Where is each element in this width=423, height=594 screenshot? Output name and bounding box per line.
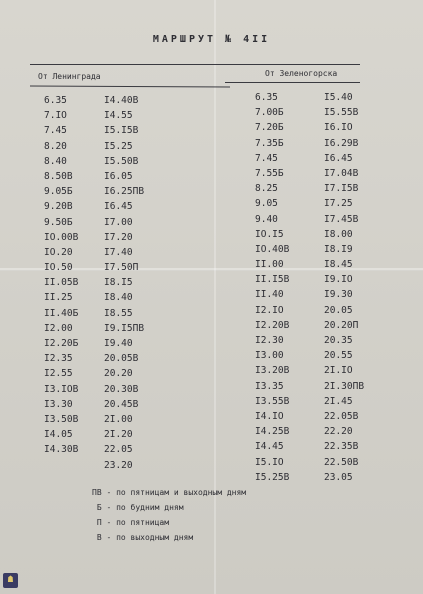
departure-time: II.05В — [44, 277, 79, 289]
departure-time: 9.20В — [44, 201, 73, 213]
departure-time: I9.30 — [324, 289, 353, 301]
departure-time: I5.25В — [255, 471, 290, 483]
departure-time: II.40Б — [44, 307, 79, 319]
departure-time: I8.I5 — [104, 277, 133, 289]
departure-time: I2.55 — [44, 368, 73, 380]
departure-time: 9.50Б — [44, 216, 73, 228]
departure-time: I4.55 — [104, 110, 133, 122]
departure-time: I5.25 — [104, 140, 133, 152]
departure-time: I2.00 — [44, 322, 73, 334]
departure-time: 8.20 — [44, 140, 67, 152]
departure-time: I3.50В — [44, 413, 79, 425]
departure-time: IO.40В — [255, 243, 290, 255]
departure-time: I8.45 — [324, 259, 353, 271]
departure-time: IO.50 — [44, 262, 73, 274]
departure-time: I7.25 — [324, 198, 353, 210]
departure-time: 9.05Б — [44, 186, 73, 198]
departure-time: I4.40В — [104, 95, 139, 106]
departure-time: I9.I5ПВ — [104, 322, 145, 334]
schedule-column-right-2 — [324, 90, 364, 485]
departure-time: 2I.20 — [104, 429, 133, 441]
schedule-column-right-1 — [255, 90, 289, 485]
departure-time: 20.05В — [104, 353, 139, 365]
departure-time: 22.35В — [324, 441, 359, 453]
departure-time: I2.35 — [44, 353, 73, 365]
departure-time: 8.25 — [255, 183, 278, 195]
departure-time: I7.00 — [104, 216, 133, 228]
departure-time: I7.I5В — [324, 183, 359, 195]
departure-time: I6.29В — [324, 137, 359, 149]
route-title: МАРШРУТ № 4II — [152, 34, 271, 45]
departure-time: I9.40 — [104, 338, 133, 349]
departure-time: I7.50П — [104, 262, 139, 274]
departure-time: IO.20 — [44, 246, 73, 258]
departure-time: I2.30 — [255, 335, 284, 346]
departure-time: I7.20 — [104, 231, 133, 243]
departure-time: 8.50В — [44, 170, 73, 182]
departure-time: 20.35 — [324, 335, 353, 346]
departure-time: II.00 — [255, 259, 284, 271]
departure-time: 22.05В — [324, 410, 359, 422]
departure-time: 22.50В — [324, 456, 359, 468]
departure-time: 20.20П — [324, 319, 359, 331]
departure-time: 20.20 — [104, 368, 133, 380]
departure-time: 23.05 — [324, 471, 353, 483]
departure-time: 22.05 — [104, 444, 133, 456]
departure-time: I5.50В — [104, 155, 139, 167]
legend-item-b: Б - по будним дням — [92, 503, 184, 512]
departure-time: 23.20 — [104, 459, 133, 471]
departure-time: I6.45 — [104, 201, 133, 213]
departure-time: 20.05 — [324, 304, 353, 316]
departure-time: 20.30В — [104, 383, 139, 395]
departure-time: I9.IO — [324, 274, 353, 286]
departure-time: I6.05 — [104, 170, 133, 182]
departure-time: 2I.45 — [324, 395, 353, 407]
departure-time: 7.55Б — [255, 167, 284, 179]
corner-badge-icon: ☗ — [3, 573, 18, 588]
departure-time: II.25 — [44, 292, 73, 304]
departure-time: I5.55В — [324, 107, 359, 119]
departure-time: I2.20Б — [44, 338, 79, 349]
header-from-leningrad: От Ленинграда — [38, 72, 101, 81]
departure-time: I3.20В — [255, 365, 290, 377]
departure-time: 20.55 — [324, 350, 353, 362]
departure-time: I8.00 — [324, 228, 353, 240]
legend-item-pv: ПВ - по пятницам и выходным дням — [92, 488, 247, 497]
departure-time: II.40 — [255, 289, 284, 301]
departure-time: 2I.30ПВ — [324, 380, 365, 392]
departure-time: I3.30 — [44, 398, 73, 410]
departure-time: I5.I5В — [104, 125, 139, 137]
departure-time: I8.I9 — [324, 243, 353, 255]
departure-time: 7.IO — [44, 110, 67, 122]
departure-time: 7.45 — [255, 152, 278, 164]
departure-time: 2I.IO — [324, 365, 353, 377]
departure-time: I4.45 — [255, 441, 284, 453]
header-from-zelenogorsk: От Зеленогорска — [265, 69, 338, 78]
departure-time: I3.IOВ — [44, 383, 79, 395]
departure-time: I3.35 — [255, 380, 284, 392]
departure-time: I4.25В — [255, 426, 290, 438]
schedule-column-left-1 — [44, 93, 78, 458]
departure-time: I2.IO — [255, 304, 284, 316]
departure-time: IO.00В — [44, 231, 79, 243]
departure-time: I3.55В — [255, 395, 290, 407]
header-rule-top — [30, 64, 360, 65]
departure-time: 22.20 — [324, 426, 353, 438]
departure-time: 9.05 — [255, 198, 278, 210]
departure-time: 2I.00 — [104, 413, 133, 425]
legend-item-v: В - по выходным дням — [92, 533, 194, 542]
departure-time: I7.04В — [324, 167, 359, 179]
departure-time: I5.40 — [324, 92, 353, 103]
schedule-column-left-2 — [104, 93, 144, 473]
departure-time: 8.40 — [44, 155, 67, 167]
departure-time: I6.25ПВ — [104, 186, 145, 198]
departure-time: I7.40 — [104, 246, 133, 258]
departure-time: II.I5В — [255, 274, 290, 286]
departure-time: I8.40 — [104, 292, 133, 304]
departure-time: 9.40 — [255, 213, 278, 225]
departure-time: I4.05 — [44, 429, 73, 441]
departure-time: I3.00 — [255, 350, 284, 362]
departure-time: 6.35 — [44, 95, 67, 106]
departure-time: 6.35 — [255, 92, 278, 103]
legend-item-p: П - по пятницам — [92, 518, 170, 527]
departure-time: 7.45 — [44, 125, 67, 137]
legend — [92, 485, 246, 545]
header-rule-right — [225, 82, 360, 83]
departure-time: 7.00Б — [255, 107, 284, 119]
departure-time: I6.IO — [324, 122, 353, 134]
departure-time: I6.45 — [324, 152, 353, 164]
departure-time: I5.IO — [255, 456, 284, 468]
departure-time: I4.30В — [44, 444, 79, 456]
departure-time: 20.45В — [104, 398, 139, 410]
departure-time: I7.45В — [324, 213, 359, 225]
departure-time: I4.IO — [255, 410, 284, 422]
departure-time: I2.20В — [255, 319, 290, 331]
departure-time: I8.55 — [104, 307, 133, 319]
departure-time: 7.20Б — [255, 122, 284, 134]
departure-time: 7.35Б — [255, 137, 284, 149]
departure-time: IO.I5 — [255, 228, 284, 240]
